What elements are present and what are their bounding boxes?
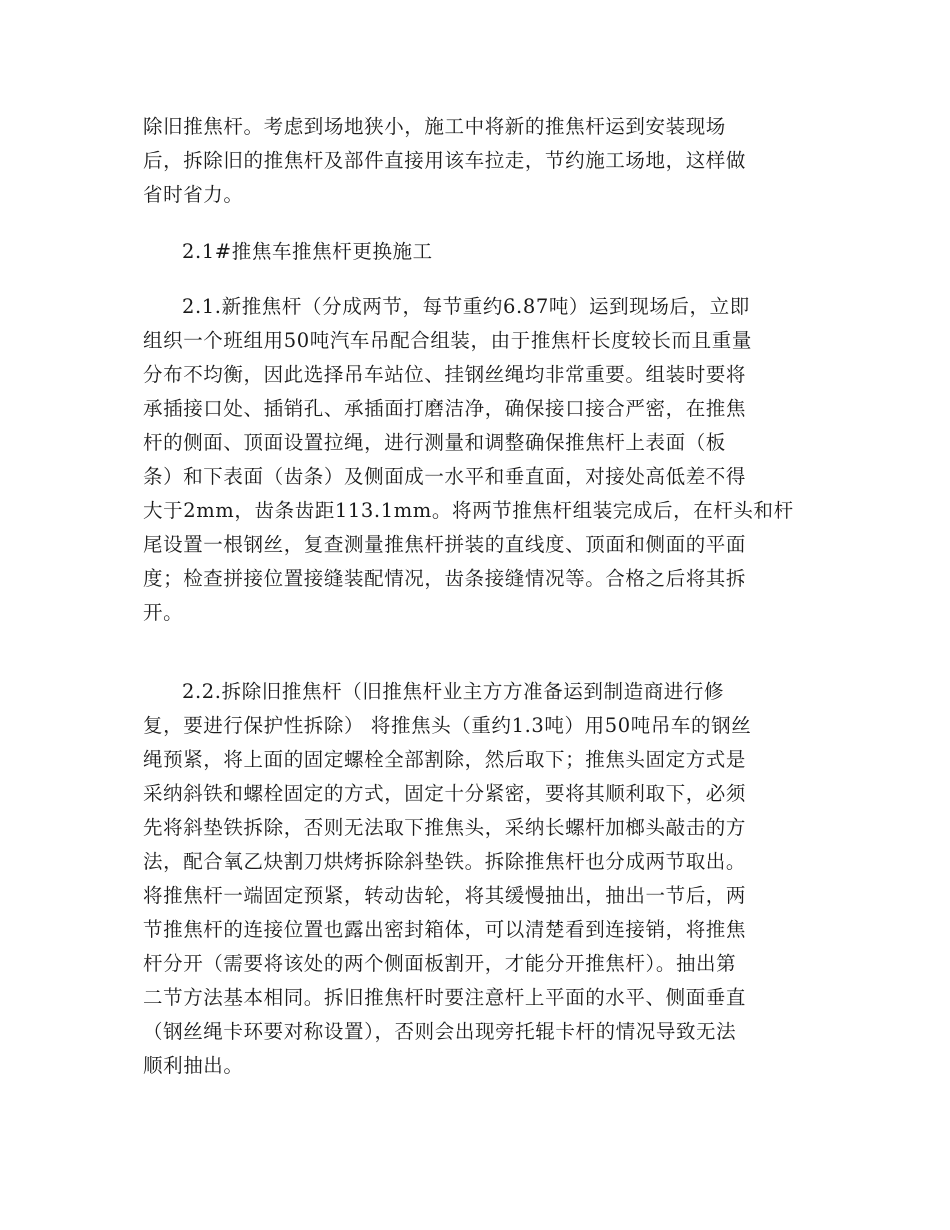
text-line: 采纳斜铁和螺栓固定的方式，固定十分紧密，要将其顺利取下，必须 [143, 782, 747, 805]
text-line: 组织一个班组用50吨汽车吊配合组装，由于推焦杆长度较长而且重量 [143, 329, 752, 352]
text-line: 杆分开（需要将该处的两个侧面板割开，才能分开推焦杆）。抽出第 [143, 952, 737, 975]
text-line: 承插接口处、插销孔、承插面打磨洁净，确保接口接合严密，在推焦 [143, 397, 747, 420]
text-line: 开。 [143, 601, 184, 624]
text-line: 二节方法基本相同。拆旧推焦杆时要注意杆上平面的水平、侧面垂直 [143, 986, 747, 1009]
text-line: 2.1.新推焦杆（分成两节，每节重约6.87吨）运到现场后，立即 [182, 295, 750, 318]
text-line: 绳预紧，将上面的固定螺栓全部割除，然后取下；推焦头固定方式是 [143, 748, 747, 771]
text-line: 尾设置一根钢丝，复查测量推焦杆拼装的直线度、顶面和侧面的平面 [143, 533, 747, 556]
section-heading [143, 235, 823, 269]
text-line: 条）和下表面（齿条）及侧面成一水平和垂直面，对接处高低差不得 [143, 465, 747, 488]
text-line: 复，要进行保护性拆除） 将推焦头（重约1.3吨）用50吨吊车的钢丝 [143, 714, 752, 737]
text-line: 杆的侧面、顶面设置拉绳，进行测量和调整确保推焦杆上表面（板 [143, 431, 726, 454]
text-line: 法，配合氧乙炔割刀烘烤拆除斜垫铁。拆除推焦杆也分成两节取出。 [143, 850, 747, 873]
text-line: （钢丝绳卡环要对称设置），否则会出现旁托辊卡杆的情况导致无法 [143, 1020, 737, 1043]
text-line: 先将斜垫铁拆除，否则无法取下推焦头，采纳长螺杆加榔头敲击的方 [143, 816, 747, 839]
paragraph-2-2 [143, 675, 823, 1083]
text-line: 省时省力。 [143, 183, 244, 206]
text-line: 除旧推焦杆。考虑到场地狭小，施工中将新的推焦杆运到安装现场 [143, 115, 726, 138]
text-line: 将推焦杆一端固定预紧，转动齿轮，将其缓慢抽出，抽出一节后，两 [143, 884, 747, 907]
text-line: 2.2.拆除旧推焦杆（旧推焦杆业主方方准备运到制造商进行修 [182, 680, 725, 703]
heading-text: 2.1#推焦车推焦杆更换施工 [182, 240, 433, 263]
text-line: 大于2mm，齿条齿距113.1mm。将两节推焦杆组装完成后，在杆头和杆 [143, 499, 794, 522]
text-line: 分布不均衡，因此选择吊车站位、挂钢丝绳均非常重要。组装时要将 [143, 363, 747, 386]
paragraph-continuation [143, 110, 823, 212]
text-line: 度；检查拼接位置接缝装配情况，齿条接缝情况等。合格之后将其拆 [143, 567, 747, 590]
paragraph-2-1 [143, 290, 823, 630]
text-line: 节推焦杆的连接位置也露出密封箱体，可以清楚看到连接销，将推焦 [143, 918, 747, 941]
text-line: 顺利抽出。 [143, 1054, 244, 1077]
text-line: 后，拆除旧的推焦杆及部件直接用该车拉走，节约施工场地，这样做 [143, 149, 747, 172]
